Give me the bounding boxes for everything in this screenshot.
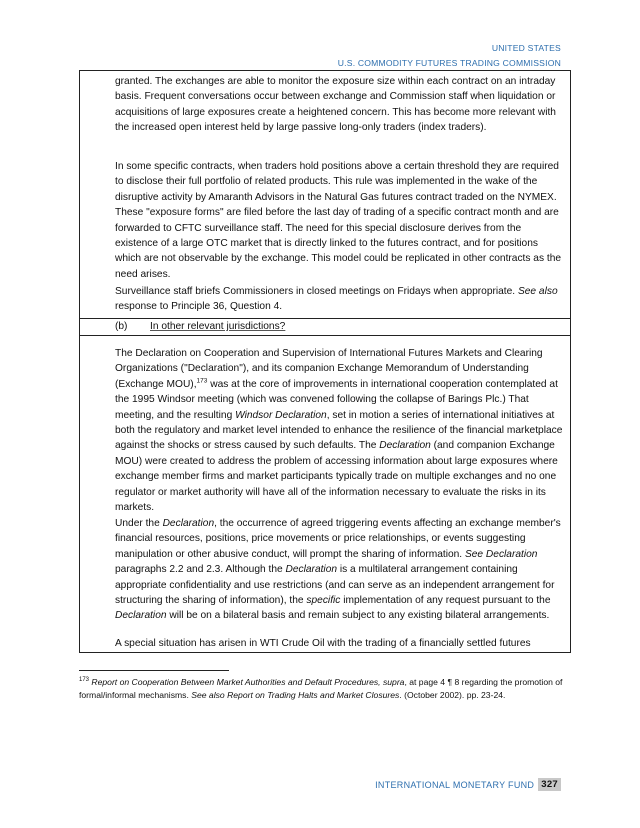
header-country: UNITED STATES	[491, 43, 561, 53]
question-b-text: In other relevant jurisdictions?	[150, 321, 286, 332]
question-b-label: (b)	[115, 321, 128, 332]
footnote-ref-173[interactable]: 173	[196, 377, 208, 385]
footnote-173: $^{173}$ Report on Cooperation Between Market Authorities and Default Procedures, supra, at page 4 ¶ 8 regarding the promotion of formal/informal mechanisms. See also Report on Trading Halts and Market Closures. (October 2002). pp. 23-24.	[79, 677, 563, 700]
paragraph-declaration: The Declaration on Cooperation and Supervision of International Futures Markets and Clearing Organizations ("Declaration"), and its companion Exchange Memorandum of Understanding (Exchange MOU),$^{173}$ was at the core of improvements in international cooperation contemplated at the 1995 Windsor meeting (which was convened following the collapse of Barings Plc.) That meeting, and the resulting Windsor Declaration, set in motion a series of international initiatives at both the regulatory and market level intended to enhance the resilience of the financial marketplace against the shocks or stress caused by such defaults. The Declaration (and companion Exchange MOU) were created to address the problem of accessing information about large exposures where exchange member firms and market participants typically trade on multiple exchanges and no one regulator or market authority will have all of the information necessary to evaluate the risks in its markets.	[115, 348, 563, 514]
paragraph-exposure-monitoring: granted. The exchanges are able to monitor the exposure size within each contract on an intraday basis. Frequent conversations occur between exchange and Commission staff when liquidation or acquisitions of large exposures create a heightened concern. This has become more relevant with the increased open interest held by large passive long-only traders (index traders).	[115, 76, 556, 134]
paragraph-exposure-forms: In some specific contracts, when traders hold positions above a certain threshold they are required to disclose their full portfolio of related products. This rule was implemented in the wake of the disruptive activity by Amaranth Advisors in the Natural Gas futures contract traded on the NYMEX. These "exposure forms" are filed before the last day of trading of a specific contract month and are forwarded to CFTC surveillance staff. The need for this special disclosure derives from the existence of a large OTC market that is directly linked to the futures contract, and for positions which are not observable by the exchange. This model could be replicated in other contracts as the need arises.	[115, 161, 562, 280]
header-agency: U.S. COMMODITY FUTURES TRADING COMMISSION	[337, 58, 561, 68]
paragraph-triggering-events: Under the Declaration, the occurrence of agreed triggering events affecting an exchange member's financial resources, positions, price movements or price relationships, or events suggesting manipulation or other abusive conduct, will prompt the sharing of information. See Declaration paragraphs 2.2 and 2.3. Although the Declaration is a multilateral arrangement containing appropriate confidentiality and use restrictions (and can serve as an independent arrangement for structuring the sharing of information), the specific implementation of any request pursuant to the Declaration will be on a bilateral basis and remain subject to any existing bilateral arrangements.	[115, 518, 561, 622]
paragraph-surveillance-briefs: Surveillance staff briefs Commissioners in closed meetings on Fridays when appropriate. See also response to Principle 36, Question 4.	[115, 286, 558, 313]
paragraph-wti-crude: A special situation has arisen in WTI Crude Oil with the trading of a financially settled futures	[115, 638, 531, 649]
page-number: 327	[538, 778, 561, 791]
footnote-divider	[79, 670, 229, 671]
see-also-ref: See also	[517, 286, 558, 297]
footer-label: INTERNATIONAL MONETARY FUND	[375, 779, 535, 790]
page-footer	[375, 778, 561, 791]
